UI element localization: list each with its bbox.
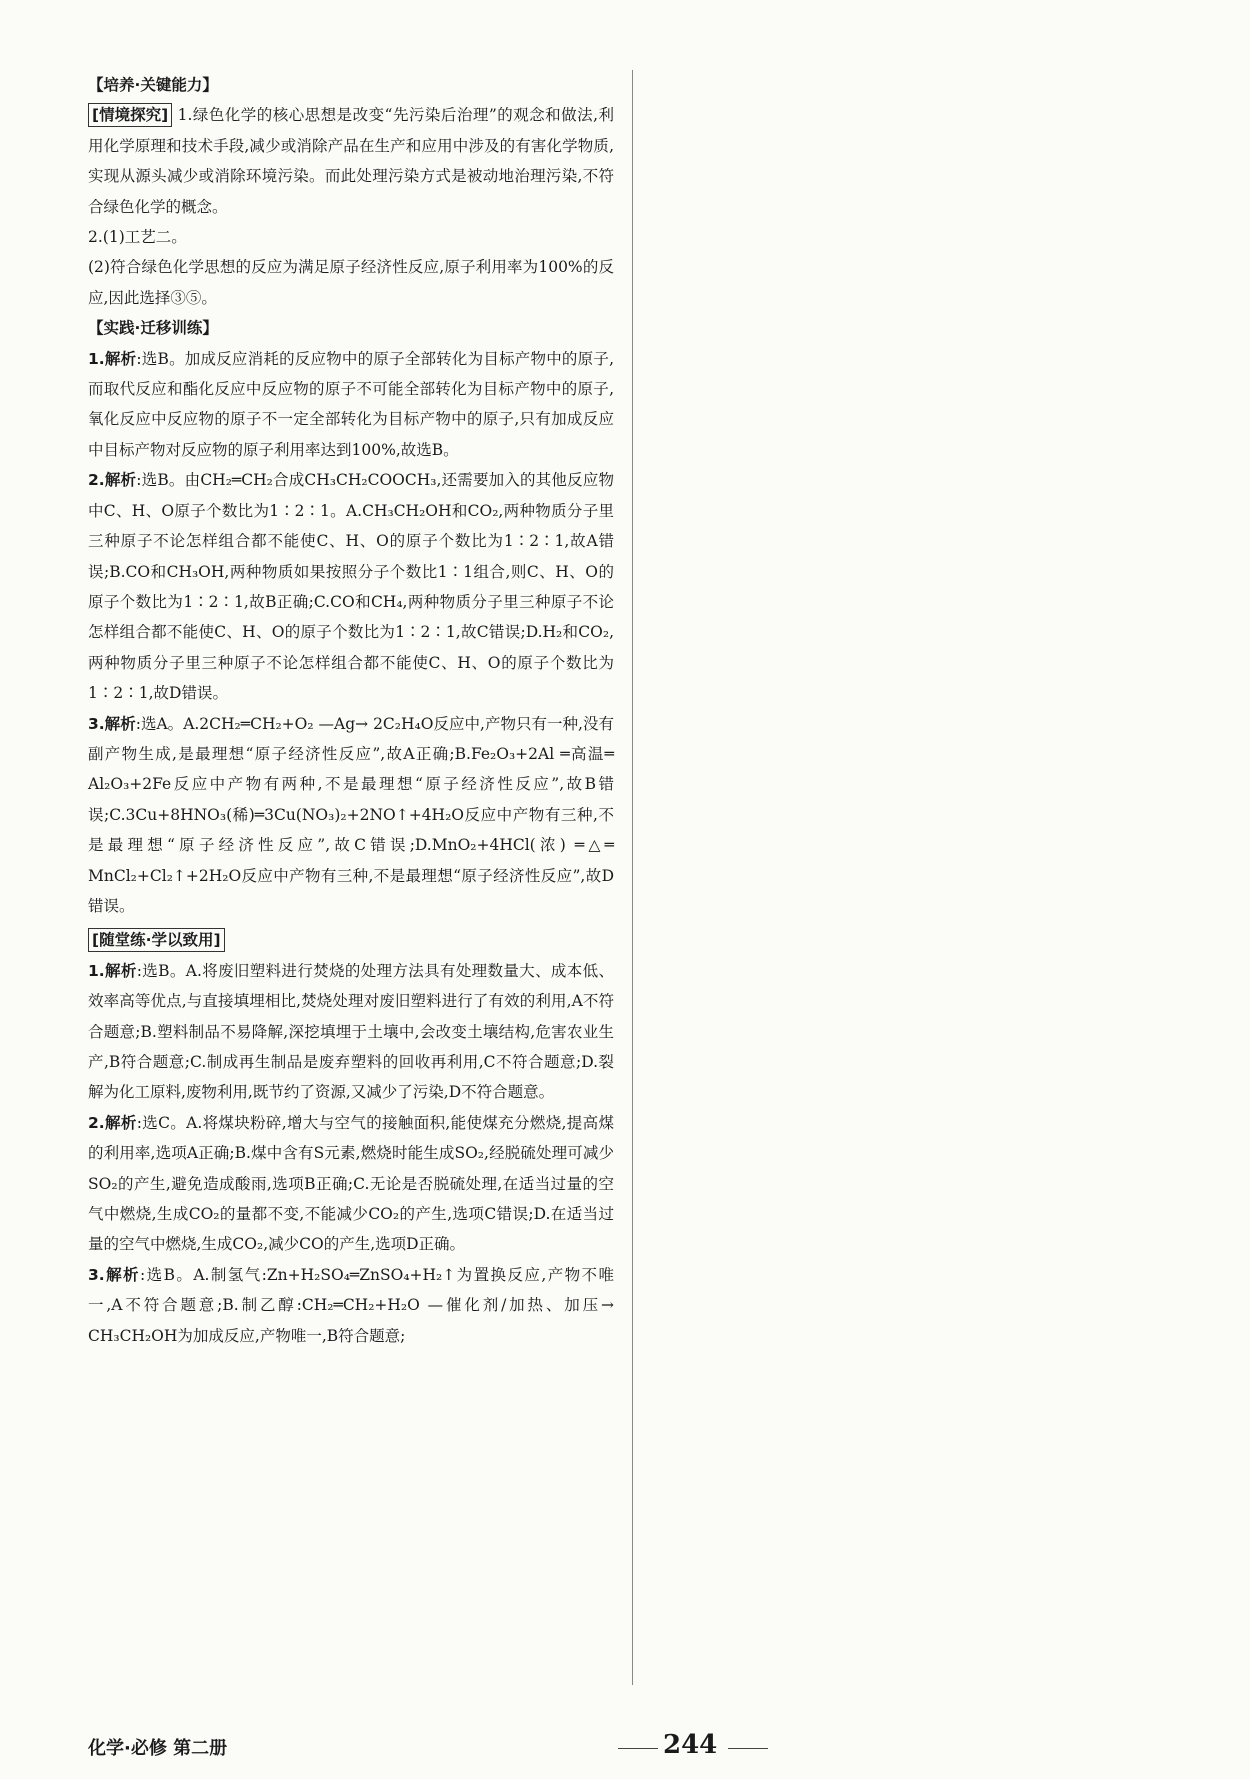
answer-item: 1.解析:选B。加成反应消耗的反应物中的原子全部转化为目标产物中的原子,而取代反应和酯化反应中反应物的原子不可能全部转化为目标产物中的原子,氧化反应中反应物的原子不一定全部转化为目标产物中的原子,只有加成反应中目标产物对反应物的原子利用率达到100%,故选B。 <box>88 349 614 459</box>
section-heading: 【培养·关键能力】 <box>88 76 218 94</box>
paragraph: [情境探究] 1.绿色化学的核心思想是改变“先污染后治理”的观念和做法,利用化学原理和技术手段,减少或消除产品在生产和应用中涉及的有害化学物质,实现从源头减少或消除环境污染。而此处理污染方式是被动地治理污染,不符合绿色化学的概念。 <box>88 100 614 222</box>
left-column <box>88 70 614 1351</box>
footer-rule <box>618 1748 658 1749</box>
subsection-label: [情境探究] <box>88 103 172 127</box>
paragraph: 2.(1)工艺二。 <box>88 228 187 247</box>
page-footer <box>88 1730 1165 1764</box>
page-number: 244 <box>663 1730 718 1760</box>
book-title: 化学·必修 第二册 <box>88 1738 228 1759</box>
answer-item: 3.解析:选B。A.制氢气:Zn+H₂SO₄═ZnSO₄+H₂↑为置换反应,产物不唯一,A不符合题意;B.制乙醇:CH₂═CH₂+H₂O —催化剂/加热、加压→ CH₃CH₂OH为加成反应,产物唯一,B符合题意; <box>88 1265 614 1345</box>
answer-item: 1.解析:选B。A.将废旧塑料进行焚烧的处理方法具有处理数量大、成本低、效率高等优点,与直接填埋相比,焚烧处理对废旧塑料进行了有效的利用,A不符合题意;B.塑料制品不易降解,深挖填埋于土壤中,会改变土壤结构,危害农业生产,B符合题意;C.制成再生制品是废弃塑料的回收再利用,C不符合题意;D.裂解为化工原料,废物利用,既节约了资源,又减少了污染,D不符合题意。 <box>88 961 614 1102</box>
answer-item: 2.解析:选C。A.将煤块粉碎,增大与空气的接触面积,能使煤充分燃烧,提高煤的利用率,选项A正确;B.煤中含有S元素,燃烧时能生成SO₂,经脱硫处理可减少SO₂的产生,避免造成酸雨,选项B正确;C.无论是否脱硫处理,在适当过量的空气中燃烧,生成CO₂的量都不变,不能减少CO₂的产生,选项C错误;D.在适当过量的空气中燃烧,生成CO₂,减少CO的产生,选项D正确。 <box>88 1113 614 1254</box>
section-heading: 【实践·迁移训练】 <box>88 319 218 338</box>
footer-rule <box>728 1748 768 1749</box>
column-divider <box>632 70 633 1685</box>
section-heading: [随堂练·学以致用] <box>88 925 614 955</box>
answer-item: 2.解析:选B。由CH₂═CH₂合成CH₃CH₂COOCH₃,还需要加入的其他反应物中C、H、O原子个数比为1∶2∶1。A.CH₃CH₂OH和CO₂,两种物质分子里三种原子不论怎样组合都不能使C、H、O的原子个数比为1∶2∶1,故A错误;B.CO和CH₃OH,两种物质如果按照分子个数比1∶1组合,则C、H、O的原子个数比为1∶2∶1,故B正确;C.CO和CH₄,两种物质分子里三种原子不论怎样组合都不能使C、H、O的原子个数比为1∶2∶1,故C错误;D.H₂和CO₂,两种物质分子里三种原子不论怎样组合都不能使C、H、O的原子个数比为1∶2∶1,故D错误。 <box>88 471 614 703</box>
paragraph: (2)符合绿色化学思想的反应为满足原子经济性反应,原子利用率为100%的反应,因此选择③⑤。 <box>88 258 614 307</box>
answer-item: 3.解析:选A。A.2CH₂═CH₂+O₂ —Ag→ 2C₂H₄O反应中,产物只有一种,没有副产物生成,是最理想“原子经济性反应”,故A正确;B.Fe₂O₃+2Al ═高温═ Al₂O₃+2Fe反应中产物有两种,不是最理想“原子经济性反应”,故B错误;C.3Cu+8HNO₃(稀)═3Cu(NO₃)₂+2NO↑+4H₂O反应中产物有三种,不是最理想“原子经济性反应”,故C错误;D.MnO₂+4HCl(浓) ═△═ MnCl₂+Cl₂↑+2H₂O反应中产物有三种,不是最理想“原子经济性反应”,故D错误。 <box>88 714 614 915</box>
